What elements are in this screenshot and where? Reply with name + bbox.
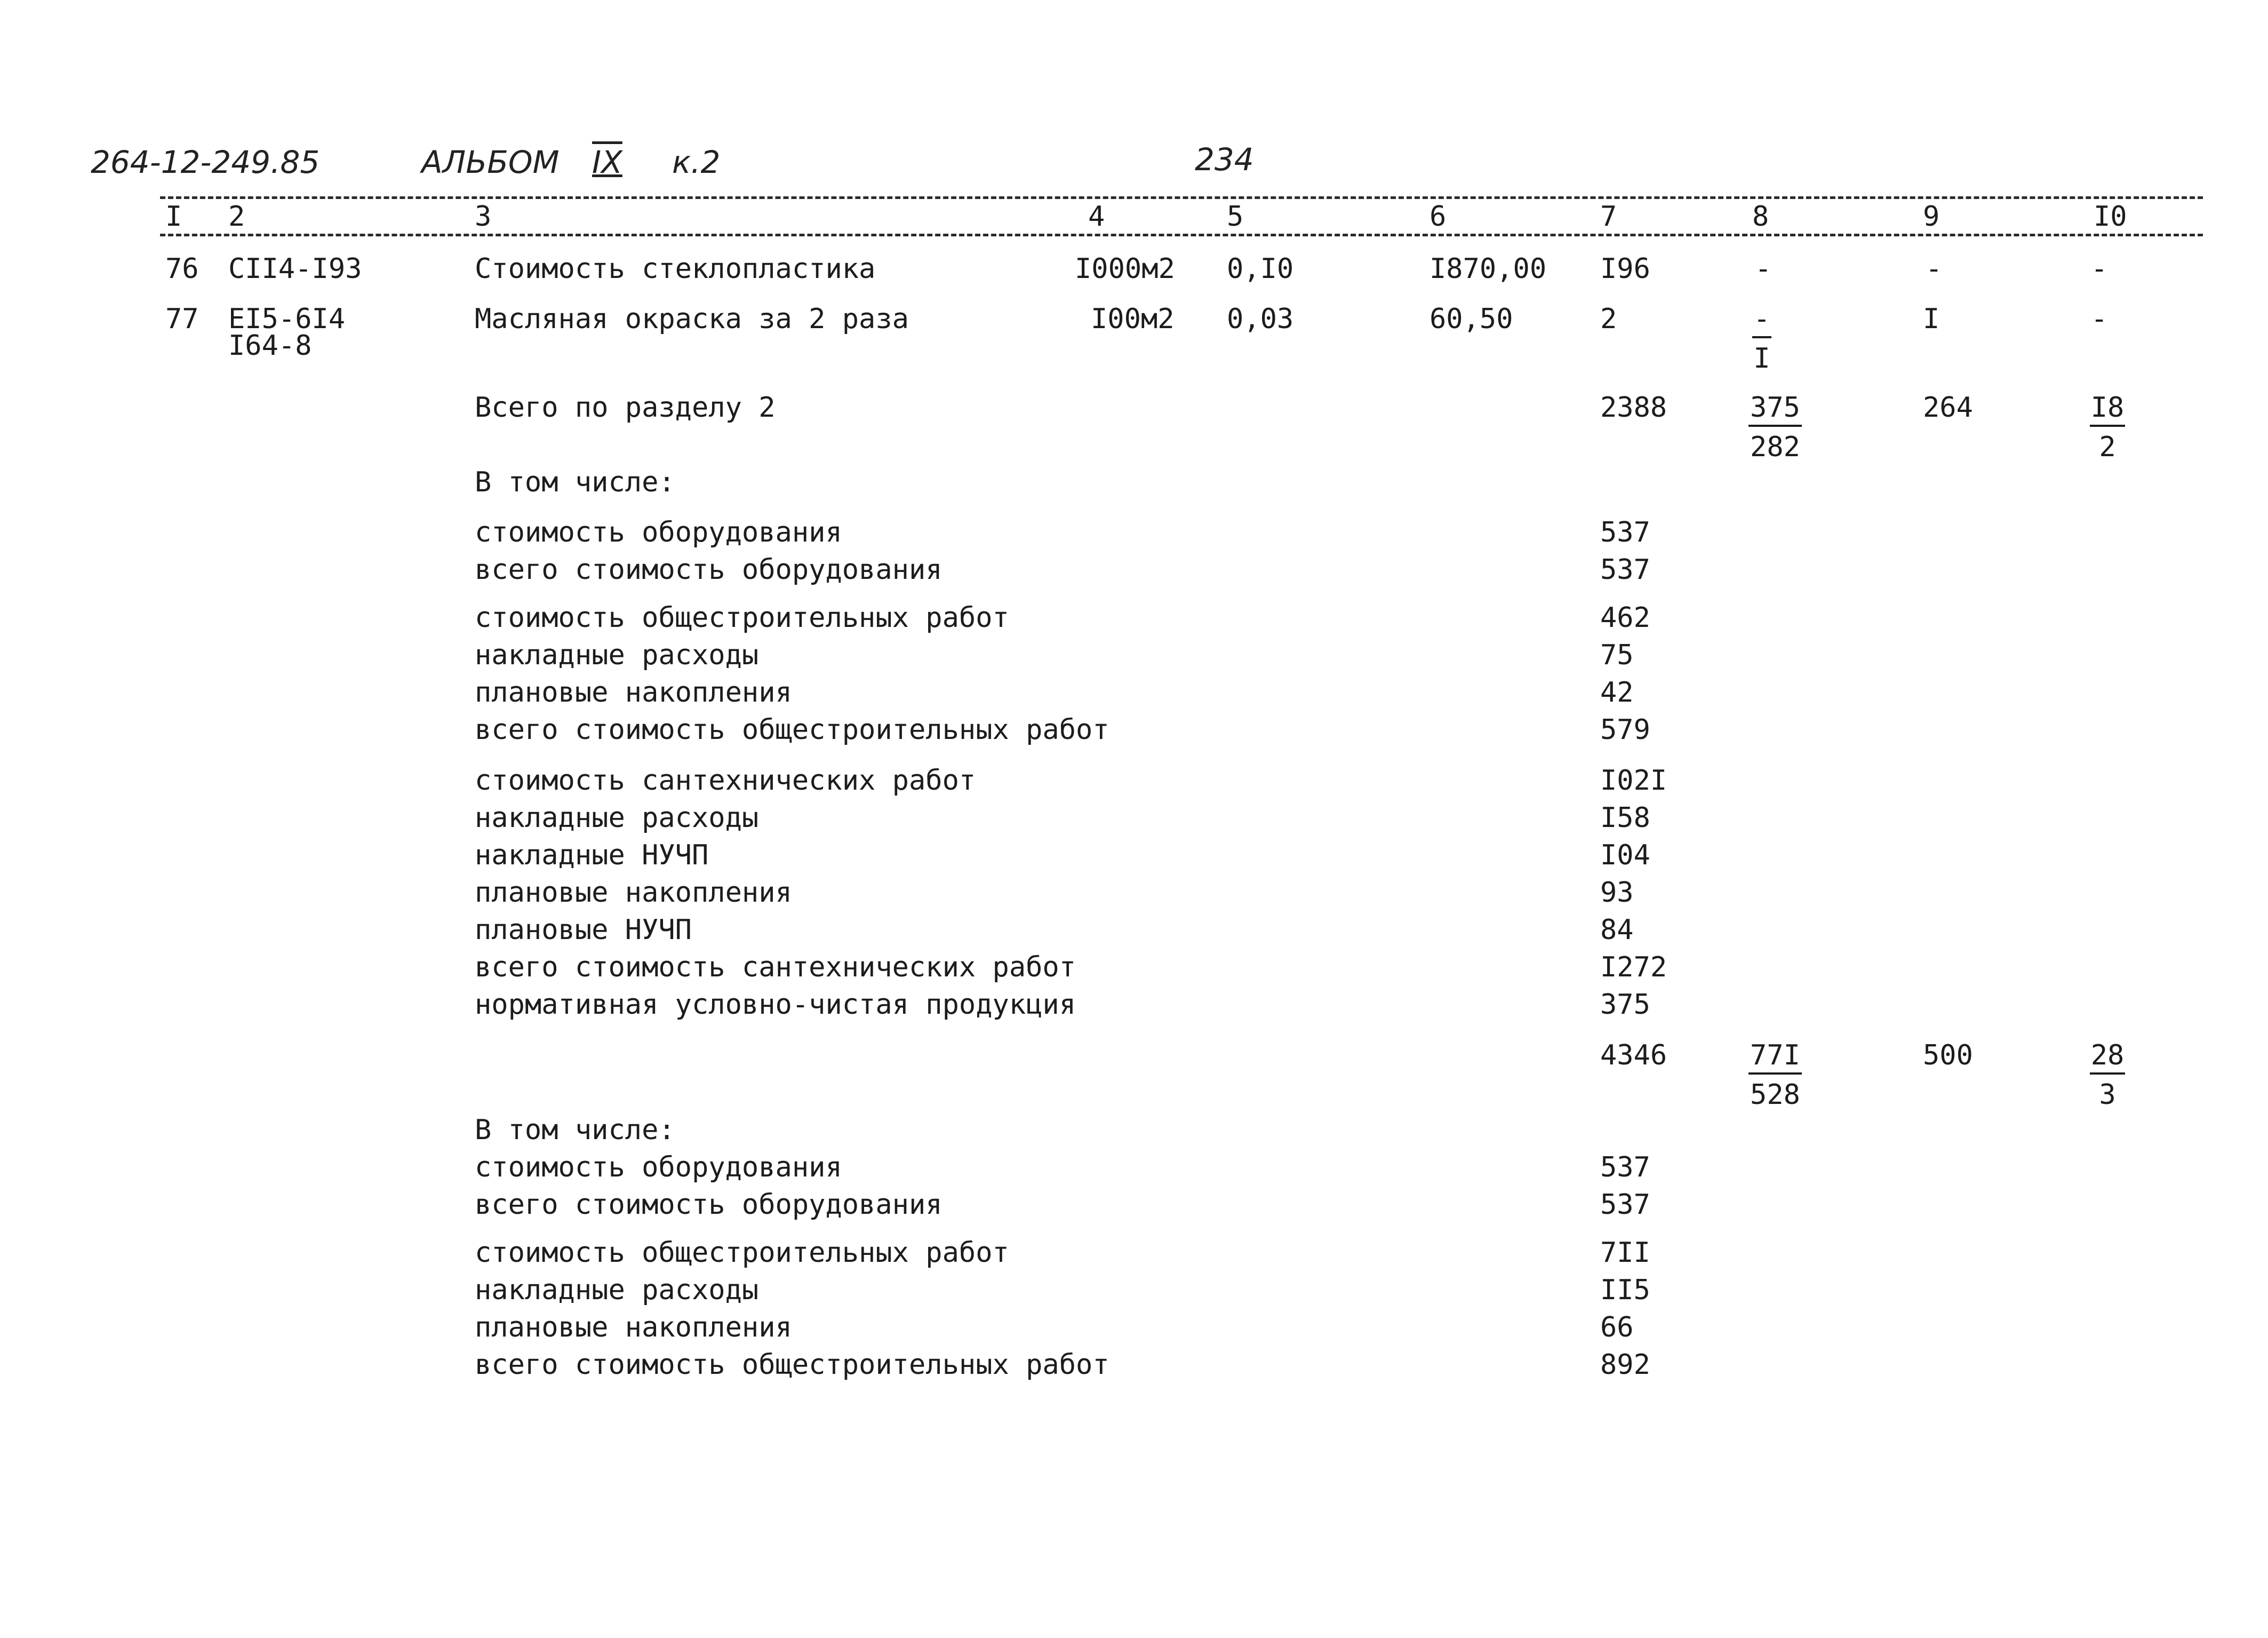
row-code: ЕI5-6I4 (228, 303, 346, 335)
breakdown-label: накладные НУЧП (475, 839, 709, 871)
fraction-denominator: I (1753, 343, 1770, 375)
column-number-2: 2 (228, 201, 245, 233)
breakdown-label: накладные расходы (475, 1274, 759, 1306)
row-col8: - (1755, 253, 1772, 285)
breakdown-label: плановые накопления (475, 877, 792, 909)
breakdown-label: стоимость общестроительных работ (475, 602, 1009, 634)
breakdown-label: стоимость оборудования (475, 1151, 842, 1183)
breakdown-value: 93 (1600, 877, 1634, 909)
column-number-6: 6 (1430, 201, 1447, 233)
row-col9: I (1923, 303, 1940, 335)
row-col7: I96 (1600, 253, 1650, 285)
breakdown-label: всего стоимость оборудования (475, 554, 943, 586)
book-number: к.2 (672, 144, 721, 180)
fraction-denominator: 2 (2099, 431, 2116, 463)
grand-total-col10-fraction (2090, 1041, 2125, 1109)
row-quantity: 0,I0 (1227, 253, 1294, 285)
row-col7: 2 (1600, 303, 1617, 335)
breakdown-label: всего стоимость оборудования (475, 1189, 943, 1221)
breakdown-value: I04 (1600, 839, 1650, 871)
column-number-1: I (165, 201, 182, 233)
breakdown-label: накладные расходы (475, 802, 759, 834)
breakdown-label: всего стоимость общестроительных работ (475, 1349, 1109, 1381)
album-label: АЛЬБОМ (421, 144, 560, 180)
fraction-numerator: I8 (2090, 394, 2125, 427)
section-total-col7: 2388 (1600, 392, 1667, 424)
breakdown-value: 892 (1600, 1349, 1650, 1381)
fraction-numerator: - (1752, 305, 1771, 338)
breakdown-value: 462 (1600, 602, 1650, 634)
column-number-3: 3 (475, 201, 492, 233)
fraction-denominator: 282 (1750, 431, 1800, 463)
row-unit: I000м2 (1075, 253, 1175, 285)
breakdown-value: I272 (1600, 951, 1667, 983)
breakdown-value: 75 (1600, 639, 1634, 671)
breakdown-label: стоимость оборудования (475, 516, 842, 548)
row-unit: I00м2 (1091, 303, 1175, 335)
row-name: Стоимость стеклопластика (475, 253, 876, 285)
grand-total-col7: 4346 (1600, 1039, 1667, 1071)
breakdown-value: I58 (1600, 802, 1650, 834)
fraction-numerator: 28 (2090, 1041, 2125, 1075)
breakdown-value: 579 (1600, 714, 1650, 746)
breakdown-value: 375 (1600, 989, 1650, 1021)
column-number-4: 4 (1088, 201, 1105, 233)
row-price: 60,50 (1430, 303, 1513, 335)
header-dashed-rule (160, 234, 2203, 236)
breakdown-label: всего стоимость сантехнических работ (475, 951, 1076, 983)
breakdown-value: 7II (1600, 1237, 1650, 1269)
row-code: СII4-I93 (228, 253, 362, 285)
fraction-denominator: 528 (1750, 1079, 1800, 1111)
breakdown-label: плановые НУЧП (475, 914, 692, 946)
section-total-label: Всего по разделу 2 (475, 392, 776, 424)
breakdown-label: В том числе: (475, 466, 675, 498)
row-price: I870,00 (1430, 253, 1547, 285)
breakdown-label: плановые накопления (475, 677, 792, 709)
row-name: Масляная окраска за 2 раза (475, 303, 909, 335)
column-number-8: 8 (1752, 201, 1769, 233)
row-col10: - (2091, 303, 2108, 335)
grand-total-col9: 500 (1923, 1039, 1973, 1071)
breakdown-label: стоимость сантехнических работ (475, 765, 976, 797)
album-number: IX (592, 144, 622, 180)
row-number: 76 (165, 253, 199, 285)
section-total-col8-fraction (1748, 394, 1802, 461)
column-number-10: I0 (2094, 201, 2127, 233)
breakdown-label: плановые накопления (475, 1311, 792, 1343)
breakdown-label: накладные расходы (475, 639, 759, 671)
top-dashed-rule (160, 196, 2203, 199)
column-number-7: 7 (1600, 201, 1617, 233)
page-number: 234 (1195, 141, 1254, 178)
fraction-numerator: 77I (1748, 1041, 1802, 1075)
breakdown-value: I02I (1600, 765, 1667, 797)
document-code: 264-12-249.85 (91, 144, 320, 180)
column-number-5: 5 (1227, 201, 1244, 233)
breakdown-value: 537 (1600, 1151, 1650, 1183)
row-col10: - (2091, 253, 2108, 285)
row-code-secondary: I64-8 (228, 330, 312, 362)
breakdown-label: нормативная условно-чистая продукция (475, 989, 1076, 1021)
breakdown-value: II5 (1600, 1274, 1650, 1306)
fraction-numerator: 375 (1748, 394, 1802, 427)
row-quantity: 0,03 (1227, 303, 1294, 335)
section-total-col10-fraction (2090, 394, 2125, 461)
breakdown-value: 537 (1600, 1189, 1650, 1221)
breakdown-label: В том числе: (475, 1114, 675, 1146)
breakdown-label: всего стоимость общестроительных работ (475, 714, 1109, 746)
breakdown-value: 84 (1600, 914, 1634, 946)
breakdown-value: 537 (1600, 554, 1650, 586)
section-total-col9: 264 (1923, 392, 1973, 424)
breakdown-value: 537 (1600, 516, 1650, 548)
row-number: 77 (165, 303, 199, 335)
breakdown-value: 42 (1600, 677, 1634, 709)
column-number-9: 9 (1923, 201, 1940, 233)
breakdown-value: 66 (1600, 1311, 1634, 1343)
row-col9: - (1926, 253, 1943, 285)
grand-total-col8-fraction (1748, 1041, 1802, 1109)
fraction-denominator: 3 (2099, 1079, 2116, 1111)
row-col8-fraction (1752, 303, 1771, 375)
breakdown-label: стоимость общестроительных работ (475, 1237, 1009, 1269)
